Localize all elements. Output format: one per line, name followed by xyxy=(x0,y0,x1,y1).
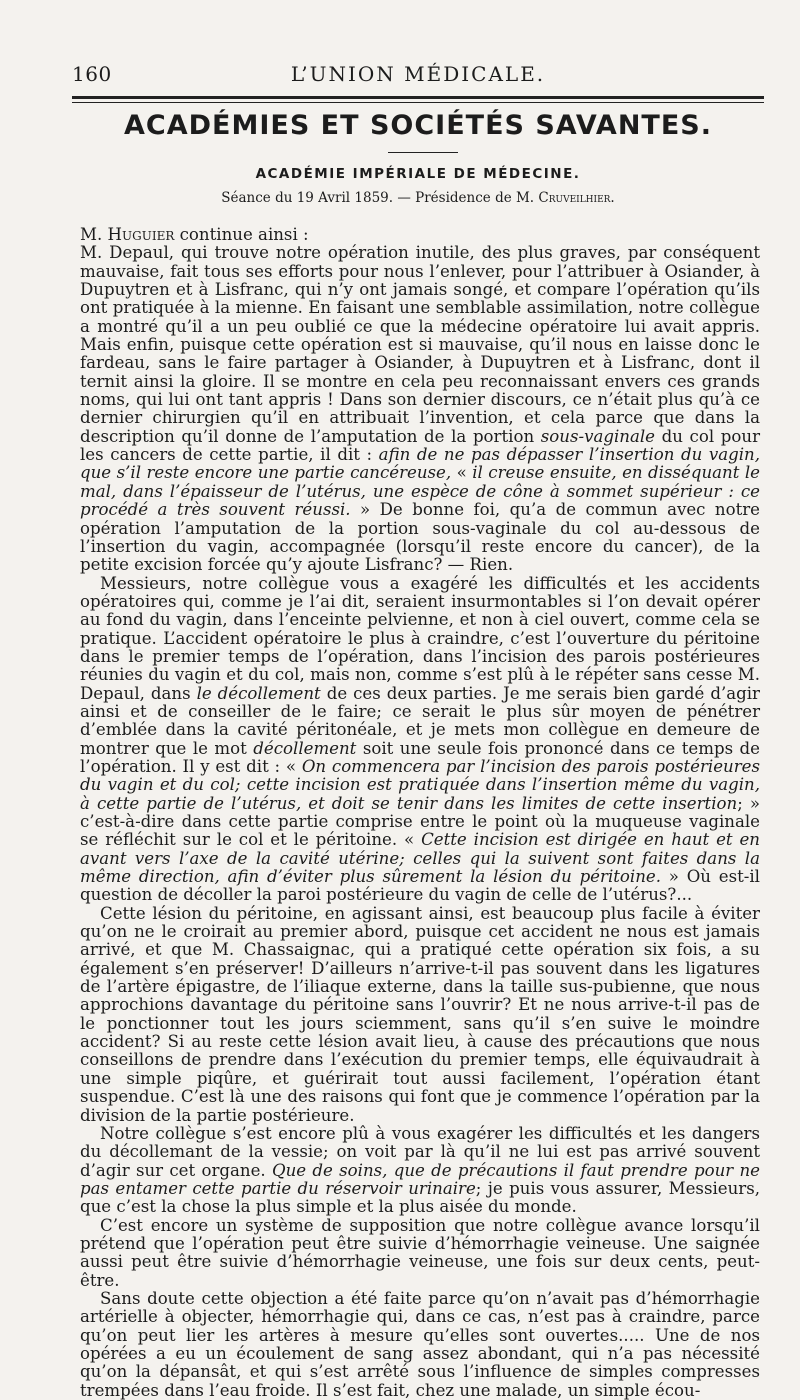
text-run: de ces deux parties. Je me serais bien gardé d’agir ainsi et de conseiller de le faire; ce serait le plus sûr moyen de pénétrer d’emblée dans la cavité péritonéale, et je mets mon collègue en demeure de montrer que le mot xyxy=(80,683,760,758)
opening-text: continue ainsi : xyxy=(174,225,309,244)
header-rule-thin xyxy=(72,102,764,103)
paragraph xyxy=(80,575,760,905)
text-run: soit une seule fois prononcé dans ce temps de l’opération. Il y est dit : « xyxy=(80,738,760,776)
academy-title: ACADÉMIE IMPÉRIALE DE MÉDECINE. xyxy=(255,166,581,182)
article-body xyxy=(80,226,760,1400)
header-rule-thick xyxy=(72,96,764,99)
speaker-name: M. Huguier xyxy=(80,225,175,244)
paragraph xyxy=(80,1217,760,1290)
text-run: Cette lésion du péritoine, en agissant ainsi, est beaucoup plus facile à éviter qu’on ne le croirait au premier abord, puisque cet accident ne nous est jamais arrivé, et que M. Chassaignac, qui a pratiqué cette opération six fois, a su également s’en préserver! D’ailleurs n’arrive-t-il pas souvent dans les ligatures de l’artère épigastre, de l’iliaque externe, dans la taille sus-pubienne, que nous approchions davantage du péritoine sans l’ouvrir? Et ne nous arrive-t-il pas de le ponctionner tout les jours sciemment, sans qu’il s’en suive le moindre accident? Si au reste cette lésion avait lieu, à cause des précautions que nous conseillons de prendre dans l’exécution du premier temps, elle équivaudrait à une simple piqûre, et guérirait tout aussi facilement, l’opération étant suspendue. C’est là une des raisons qui font que je commence l’opération par la division de la partie postérieure. xyxy=(80,903,760,1125)
section-divider xyxy=(388,152,458,153)
page-header xyxy=(72,58,764,92)
paragraphs xyxy=(80,244,760,1400)
section-title: ACADÉMIES ET SOCIÉTÉS SAVANTES. xyxy=(124,110,712,141)
paragraph xyxy=(80,1125,760,1217)
session-president: Cruveilhier. xyxy=(538,190,615,206)
text-run: » Où est-il question de décoller la paroi postérieure du vagin de celle de l’utérus?... xyxy=(80,867,760,905)
italic-run: Que de soins, que de précautions il faut prendre pour ne pas entamer cette partie du réservoir urinaire xyxy=(80,1160,761,1198)
italic-run: décollement xyxy=(253,738,357,758)
text-run: ; » c’est-à-dire dans cette partie comprise entre le point où la muqueuse vaginale se réfléchit sur le col et le péritoine. « xyxy=(80,793,760,850)
paragraph xyxy=(80,1290,760,1400)
session-line xyxy=(72,190,764,206)
italic-run: sous-vaginale xyxy=(540,426,655,446)
page-number: 160 xyxy=(72,62,112,86)
text-run: Sans doute cette objection a été faite parce qu’on n’avait pas d’hémorrhagie artérielle à objecter, hémorrhagie qui, dans ce cas, n’est pas à craindre, parce qu’on peut lier les artères à mesure qu’elles sont ouvertes..... Une de nos opérées a eu un écoulement de sang assez abondant, qui n’a pas nécessité qu’on la dépansât, et qui s’est arrêté sous l’influence de simples compresses trempées dans l’eau froide. Il s’est fait, chez une malade, un simple écou- xyxy=(80,1288,760,1400)
journal-title: L’UNION MÉDICALE. xyxy=(290,62,546,86)
italic-run: On commencera par l’incision des parois postérieures du vagin et du col; cette incision est pratiquée dans l’insertion même du vagin, à cette partie de l’utérus, et doit se tenir dans les limites de cette insertion xyxy=(80,756,760,813)
text-run: C’est encore un système de supposition que notre collègue avance lorsqu’il prétend que l’opération peut être suivie d’hémorrhagie veineuse. Une saignée aussi peut être suivie d’hémorrhagie veineuse, une fois sur deux cents, peut-être. xyxy=(80,1215,760,1290)
text-run: M. Depaul, qui trouve notre opération inutile, des plus graves, par conséquent mauvaise, fait tous ses efforts pour nous l’enlever, pour l’attribuer à Osiander, à Dupuytren et à Lisfranc, qui n’y ont jamais songé, et compare l’opération qu’ils ont pratiquée à la mienne. En faisant une semblable assimilation, notre collègue a montré qu’il a un peu oublié ce que la médecine opératoire lui avait appris. Mais enfin, puisque cette opération est si mauvaise, qu’il nous en laisse donc le fardeau, sans le faire partager à Osiander, à Dupuytren et à Lisfranc, dont il ternit ainsi la gloire. Il se montre en cela peu reconnaissant envers ces grands noms, qui lui ont tant appris ! Dans son dernier discours, ce n’était plus qu’à ce dernier chirurgien qu’il en attribuait l’invention, et cela parce que dans la description qu’il donne de l’amputation de la portion xyxy=(80,243,760,446)
text-run: du col pour les cancers de cette partie, il dit : xyxy=(80,426,760,465)
text-run: » De bonne foi, qu’a de commun avec notre opération l’amputation de la portion sous-vaginale du col au-dessous de l’insertion du vagin, accompagnée (lorsqu’il reste encore du cancer), de la petite excision forcée qu’y ajoute Lisfranc? — Rien. xyxy=(80,500,761,575)
paragraph xyxy=(80,905,760,1125)
text-run: ; je puis vous assurer, Messieurs, que c’est la chose la plus simple et la plus aisée du monde. xyxy=(80,1178,760,1217)
paragraph xyxy=(80,244,760,574)
text-run: « xyxy=(451,463,473,483)
italic-run: afin de ne pas dépasser l’insertion du vagin, que s’il reste encore une partie cancéreuse, xyxy=(80,445,760,483)
session-text: Séance du 19 Avril 1859. — Présidence de M. xyxy=(221,190,539,206)
italic-run: il creuse ensuite, en disséquant le mal, dans l’épaisseur de l’utérus, une espèce de cône à sommet supérieur : ce procédé a très souvent réussi. xyxy=(80,463,760,520)
text-run: Notre collègue s’est encore plû à vous exagérer les difficultés et les dangers du décollemant de la vessie; on voit par là qu’il ne lui est pas arrivé souvent d’agir sur cet organe. xyxy=(80,1123,760,1180)
italic-run: le décollement xyxy=(196,683,321,703)
text-run: Messieurs, notre collègue vous a exagéré les difficultés et les accidents opératoires qui, comme je l’ai dit, seraient insurmontables si l’on devait opérer au fond du vagin, dans l’enceinte pelvienne, et non à ciel ouvert, comme cela se pratique. L’accident opératoire le plus à craindre, c’est l’ouverture du péritoine dans le premier temps de l’opération, dans l’incision des parois postérieures réunies du vagin et du col, mais non, comme s’est plû à le répéter sans cesse M. Depaul, dans xyxy=(80,573,760,703)
opening-line xyxy=(80,226,760,244)
italic-run: Cette incision est dirigée en haut et en avant vers l’axe de la cavité utérine; celles qui la suivent sont faites dans la même direction, afin d’éviter plus sûrement la lésion du péritoine. xyxy=(80,830,760,887)
